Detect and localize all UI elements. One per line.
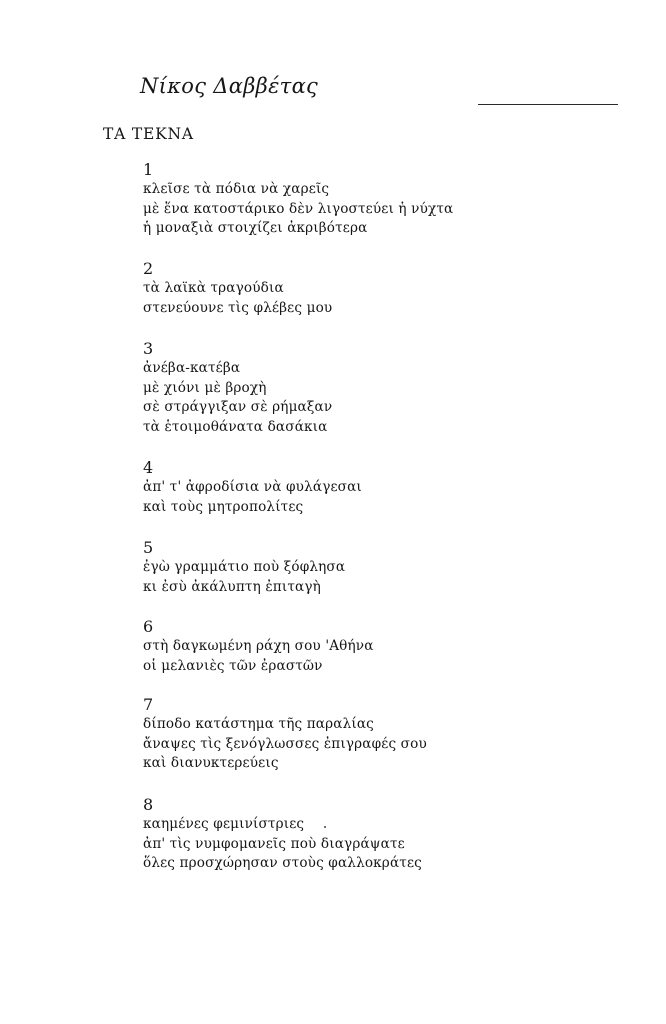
author-name: Νίκος Δαββέτας bbox=[140, 74, 319, 98]
verse-line: ἀνέβα-κατέβα bbox=[143, 360, 241, 376]
ink-speck bbox=[324, 826, 326, 828]
verse-line: στὴ δαγκωμένη ράχη σου 'Αθήνα bbox=[143, 638, 374, 654]
stanza-7 bbox=[143, 695, 427, 774]
verse-line: ἄναψες τὶς ξενόγλωσσες ἐπιγραφές σου bbox=[143, 735, 427, 752]
verse-line: ἡ μοναξιὰ στοιχίζει ἀκριβότερα bbox=[143, 220, 368, 236]
stanza-number: 8 bbox=[143, 795, 154, 814]
stanza-number: 5 bbox=[143, 538, 154, 557]
stanza-number: 2 bbox=[143, 259, 154, 278]
verse-line: ἀπ' τ' ἀφροδίσια νὰ φυλάγεσαι bbox=[143, 479, 362, 495]
stanza-8 bbox=[143, 795, 422, 874]
stanza-number: 6 bbox=[143, 617, 154, 636]
stanza-number: 4 bbox=[143, 458, 154, 477]
verse-line: τὰ λαϊκὰ τραγούδια bbox=[143, 280, 284, 296]
stanza-6 bbox=[143, 617, 374, 676]
verse-line: δίποδο κατάστημα τῆς παραλίας bbox=[143, 716, 374, 732]
stanza-2 bbox=[143, 259, 332, 318]
verse-line: καὶ διανυκτερεύεις bbox=[143, 755, 279, 771]
stanza-5 bbox=[143, 538, 345, 597]
stanza-3 bbox=[143, 339, 332, 437]
verse-line: τὰ ἑτοιμοθάνατα δασάκια bbox=[143, 418, 328, 435]
verse-line: σὲ στράγγιξαν σὲ ρήμαξαν bbox=[143, 399, 333, 415]
verse-line: καημένες φεμινίστριες bbox=[143, 816, 305, 832]
stanza-1 bbox=[143, 160, 453, 239]
stanza-4 bbox=[143, 458, 362, 517]
verse-line: κλεῖσε τὰ πόδια νὰ χαρεῖς bbox=[143, 181, 330, 197]
verse-line: οἱ μελανιὲς τῶν ἐραστῶν bbox=[143, 657, 323, 674]
verse-line: ἀπ' τὶς νυμφομανεῖς ποὺ διαγράψατε bbox=[143, 835, 405, 852]
verse-line: στενεύουνε τὶς φλέβες μου bbox=[143, 299, 333, 316]
verse-line: καὶ τοὺς μητροπολίτες bbox=[143, 498, 304, 515]
verse-line: κι ἐσὺ ἀκάλυπτη ἐπιταγὴ bbox=[143, 578, 321, 595]
poem-title: ΤΑ ΤΕΚΝΑ bbox=[103, 125, 194, 143]
verse-line: μὲ ἕνα κατοστάρικο δὲν λιγοστεύει ἡ νύχτα bbox=[143, 200, 454, 217]
verse-line: ἐγὼ γραμμάτιο ποὺ ξόφλησα bbox=[143, 559, 346, 575]
verse-line: ὅλες προσχώρησαν στοὺς φαλλοκράτες bbox=[143, 855, 422, 871]
stanza-number: 7 bbox=[143, 695, 154, 714]
stanza-number: 3 bbox=[143, 339, 154, 358]
verse-line: μὲ χιόνι μὲ βροχὴ bbox=[143, 379, 267, 396]
stanza-number: 1 bbox=[143, 160, 154, 179]
header-rule bbox=[478, 104, 618, 105]
